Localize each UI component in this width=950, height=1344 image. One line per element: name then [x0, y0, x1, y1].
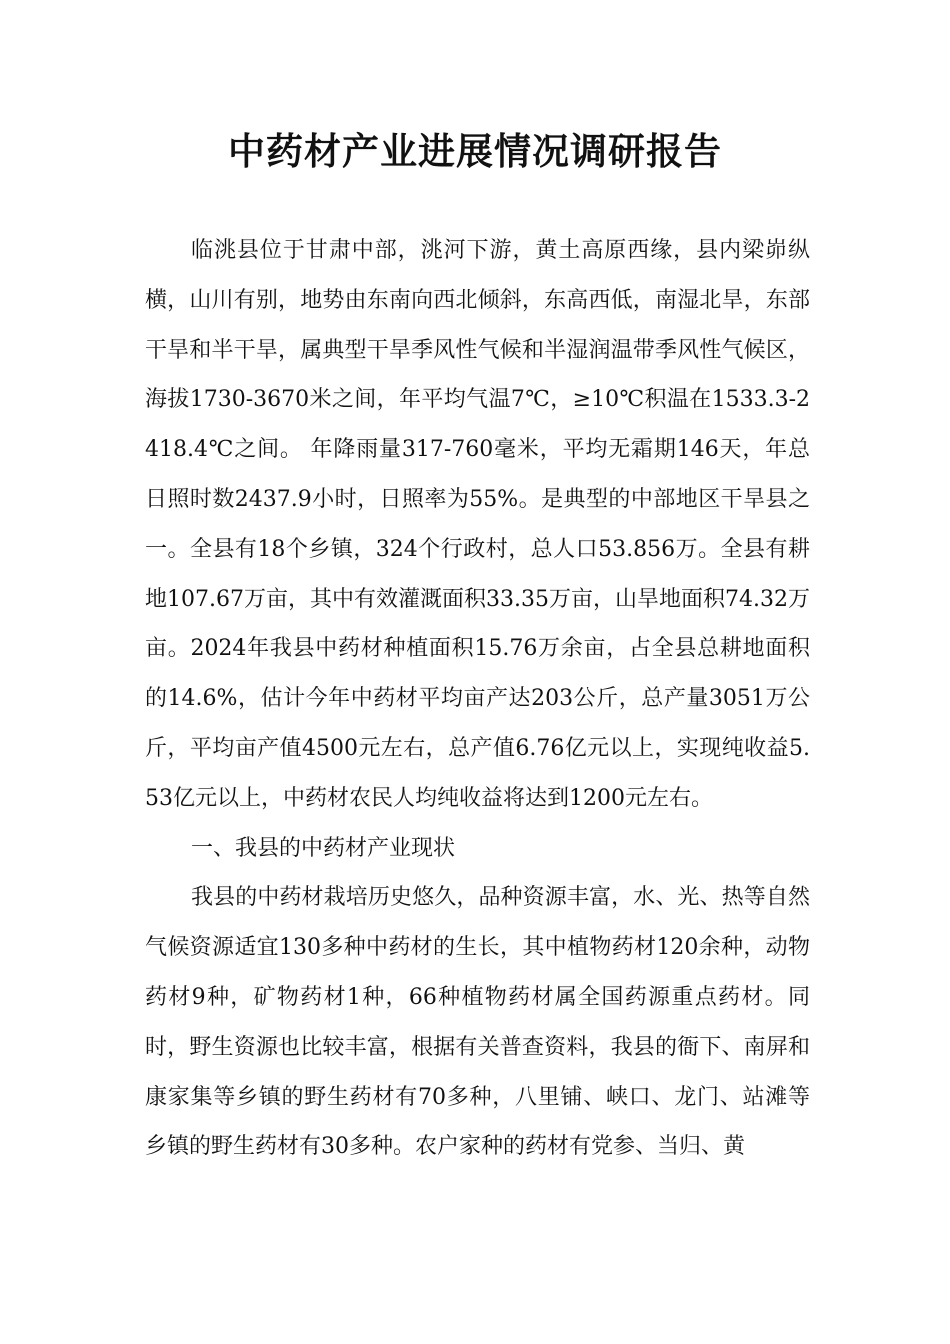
document-title: 中药材产业进展情况调研报告	[228, 130, 722, 173]
section-heading: 一、我县的中药材产业现状	[191, 835, 456, 861]
document-body	[145, 226, 810, 1172]
section-paragraph: 我县的中药材栽培历史悠久，品种资源丰富，水、光、热等自然气候资源适宜130多种中药材的生长，其中植物药材120余种，动物药材9种，矿物药材1种，66种植物药材属全国药源重点药材。同时，野生资源也比较丰富，根据有关普查资料，我县的衙下、南屏和康家集等乡镇的野生药材有70多种，八里铺、峡口、龙门、站滩等乡镇的野生药材有30多种。农户家种的药材有党参、当归、黄	[145, 885, 811, 1160]
intro-paragraph: 临洮县位于甘肃中部，洮河下游，黄土高原西缘，县内梁峁纵横，山川有别，地势由东南向西北倾斜，东高西低，南湿北旱，东部干旱和半干旱，属典型干旱季风性气候和半湿润温带季风性气候区，海拔1730-3670米之间，年平均气温7℃，≥10℃积温在1533.3-2418.4℃之间。 年降雨量317-760毫米，平均无霜期146天，年总日照时数2437.9小时，日照率为55%。是典型的中部地区干旱县之一。全县有18个乡镇，324个行政村，总人口53.856万。全县有耕地107.67万亩，其中有效灌溉面积33.35万亩，山旱地面积74.32万亩。2024年我县中药材种植面积15.76万余亩，占全县总耕地面积的14.6%，估计今年中药材平均亩产达203公斤，总产量3051万公斤，平均亩产值4500元左右，总产值6.76亿元以上，实现纯收益5.53亿元以上，中药材农民人均纯收益将达到1200元左右。	[145, 238, 810, 811]
